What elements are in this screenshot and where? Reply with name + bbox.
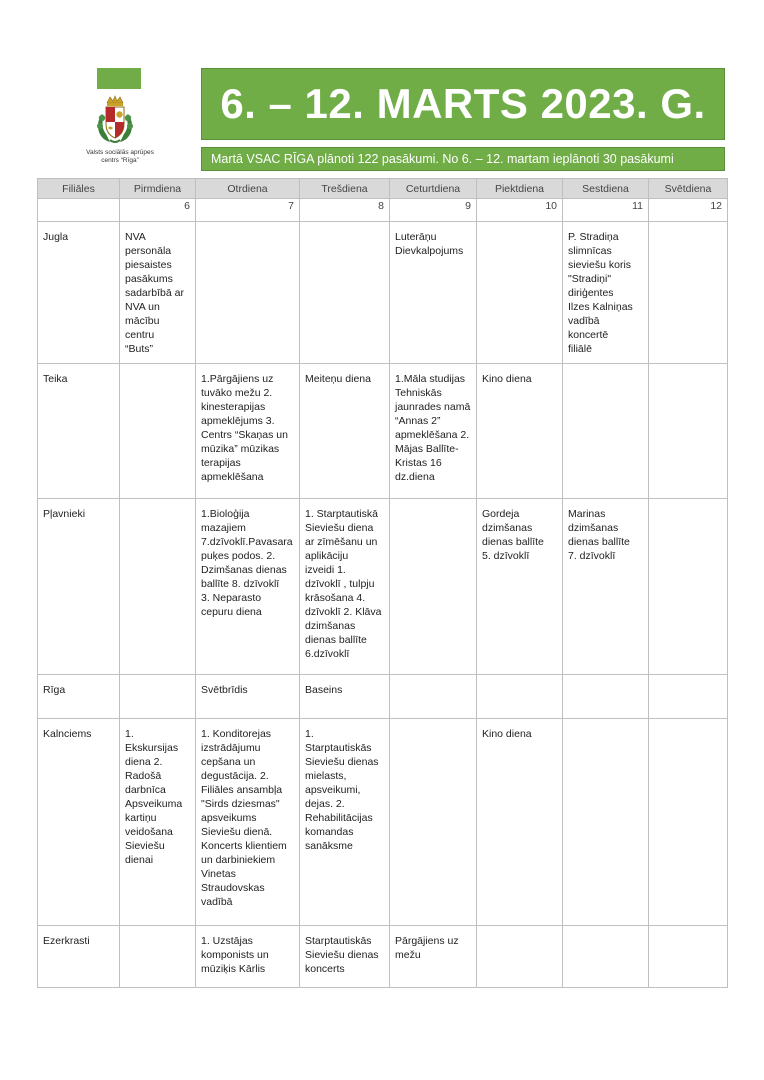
table-row <box>38 364 728 499</box>
org-name-line-1: Valsts sociālās aprūpes <box>86 149 154 156</box>
day-number-cell: 8 <box>300 199 390 222</box>
event-cell: Pārgājiens uz mežu <box>390 926 477 988</box>
event-cell <box>390 675 477 719</box>
event-cell <box>477 222 563 364</box>
event-cell <box>563 719 649 926</box>
logo-green-bar <box>97 68 141 89</box>
table-row <box>38 499 728 675</box>
event-cell <box>649 499 728 675</box>
event-cell <box>120 364 196 499</box>
branch-name: Kalnciems <box>38 719 120 926</box>
day-number-row <box>38 199 728 222</box>
branch-name: Teika <box>38 364 120 499</box>
event-cell <box>563 364 649 499</box>
event-cell: 1.Pārgājiens uz tuvāko mežu 2. kinesterapijas apmeklējums 3. Centrs “Skaņas un mūzika” mūzikas terapijas apmeklēšana <box>196 364 300 499</box>
event-cell: 1. Uzstājas komponists un mūziķis Kārlis <box>196 926 300 988</box>
day-number-cell: 6 <box>120 199 196 222</box>
day-number-cell <box>38 199 120 222</box>
event-cell <box>649 364 728 499</box>
event-cell: 1. Ekskursijas diena 2. Radošā darbnīca Apsveikuma kartiņu veidošana Sieviešu dienai <box>120 719 196 926</box>
event-cell <box>120 675 196 719</box>
column-header-monday: Pirmdiena <box>120 179 196 199</box>
event-cell <box>120 499 196 675</box>
organization-name <box>70 149 170 165</box>
event-cell <box>563 675 649 719</box>
branch-name: Rīga <box>38 675 120 719</box>
event-cell <box>649 719 728 926</box>
table-row <box>38 719 728 926</box>
branch-name: Pļavnieki <box>38 499 120 675</box>
event-cell: Meiteņu diena <box>300 364 390 499</box>
branch-name: Jugla <box>38 222 120 364</box>
event-cell: Kino diena <box>477 719 563 926</box>
event-cell: Gordeja dzimšanas dienas ballīte 5. dzīvoklī <box>477 499 563 675</box>
day-number-cell: 11 <box>563 199 649 222</box>
event-cell <box>390 499 477 675</box>
event-cell <box>196 222 300 364</box>
day-number-cell: 10 <box>477 199 563 222</box>
column-header-saturday: Sestdiena <box>563 179 649 199</box>
event-cell <box>649 926 728 988</box>
column-header-branches: Filiāles <box>38 179 120 199</box>
table-row <box>38 675 728 719</box>
event-cell <box>120 926 196 988</box>
event-cell: 1. Starptautiskā Sieviešu diena ar zīmēšanu un aplikāciju izveidi 1. dzīvoklī , tulpju krāsošana 4. dzīvoklī 2. Klāva dzimšanas dienas ballīte 6.dzīvoklī <box>300 499 390 675</box>
event-cell: 1.Māla studijas Tehniskās jaunrades namā “Annas 2” apmeklēšana 2. Mājas Ballīte- Kristas 16 dz.diena <box>390 364 477 499</box>
event-cell <box>390 719 477 926</box>
branch-name: Ezerkrasti <box>38 926 120 988</box>
event-cell <box>300 222 390 364</box>
event-cell: Baseins <box>300 675 390 719</box>
page-title: 6. – 12. MARTS 2023. G. <box>201 68 725 140</box>
column-header-thursday: Ceturtdiena <box>390 179 477 199</box>
event-cell: Svētbrīdis <box>196 675 300 719</box>
event-cell: 1. Konditorejas izstrādājumu cepšana un degustācija. 2. Filiāles ansambļa "Sirds dziesmas" apsveikums Sieviešu dienā. Koncerts klientiem un darbiniekiem Vinetas Straudovskas vadībā <box>196 719 300 926</box>
weekly-events-table <box>37 178 728 988</box>
table-row <box>38 222 728 364</box>
event-cell: Kino diena <box>477 364 563 499</box>
column-header-tuesday: Otrdiena <box>196 179 300 199</box>
coat-of-arms-icon <box>94 94 136 146</box>
event-cell: Marinas dzimšanas dienas ballīte 7. dzīvoklī <box>563 499 649 675</box>
event-cell: 1.Bioloģija mazajiem 7.dzīvoklī.Pavasara puķes podos. 2. Dzimšanas dienas ballīte 8. dzīvoklī 3. Neparasto cepuru diena <box>196 499 300 675</box>
event-cell <box>649 222 728 364</box>
events-summary: Martā VSAC RĪGA plānoti 122 pasākumi. No 6. – 12. martam ieplānoti 30 pasākumi <box>201 147 725 171</box>
table-row <box>38 926 728 988</box>
event-cell: Luterāņu Dievkalpojums <box>390 222 477 364</box>
event-cell <box>477 926 563 988</box>
table-header-row <box>38 179 728 199</box>
event-cell: Starptautiskās Sieviešu dienas koncerts <box>300 926 390 988</box>
column-header-friday: Piektdiena <box>477 179 563 199</box>
event-cell: 1. Starptautiskās Sieviešu dienas mielasts, apsveikumi, dejas. 2. Rehabilitācijas komandas sanāksme <box>300 719 390 926</box>
column-header-wednesday: Trešdiena <box>300 179 390 199</box>
day-number-cell: 9 <box>390 199 477 222</box>
event-cell <box>649 675 728 719</box>
day-number-cell: 7 <box>196 199 300 222</box>
org-name-line-2: centrs “Rīga” <box>101 157 139 164</box>
day-number-cell: 12 <box>649 199 728 222</box>
column-header-sunday: Svētdiena <box>649 179 728 199</box>
event-cell: NVA personāla piesaistes pasākums sadarbībā ar NVA un mācību centru “Buts” <box>120 222 196 364</box>
event-cell <box>477 675 563 719</box>
event-cell <box>563 926 649 988</box>
event-cell: P. Stradiņa slimnīcas sieviešu koris "Stradiņi" diriģentes Ilzes Kalniņas vadībā koncertē filiālē <box>563 222 649 364</box>
